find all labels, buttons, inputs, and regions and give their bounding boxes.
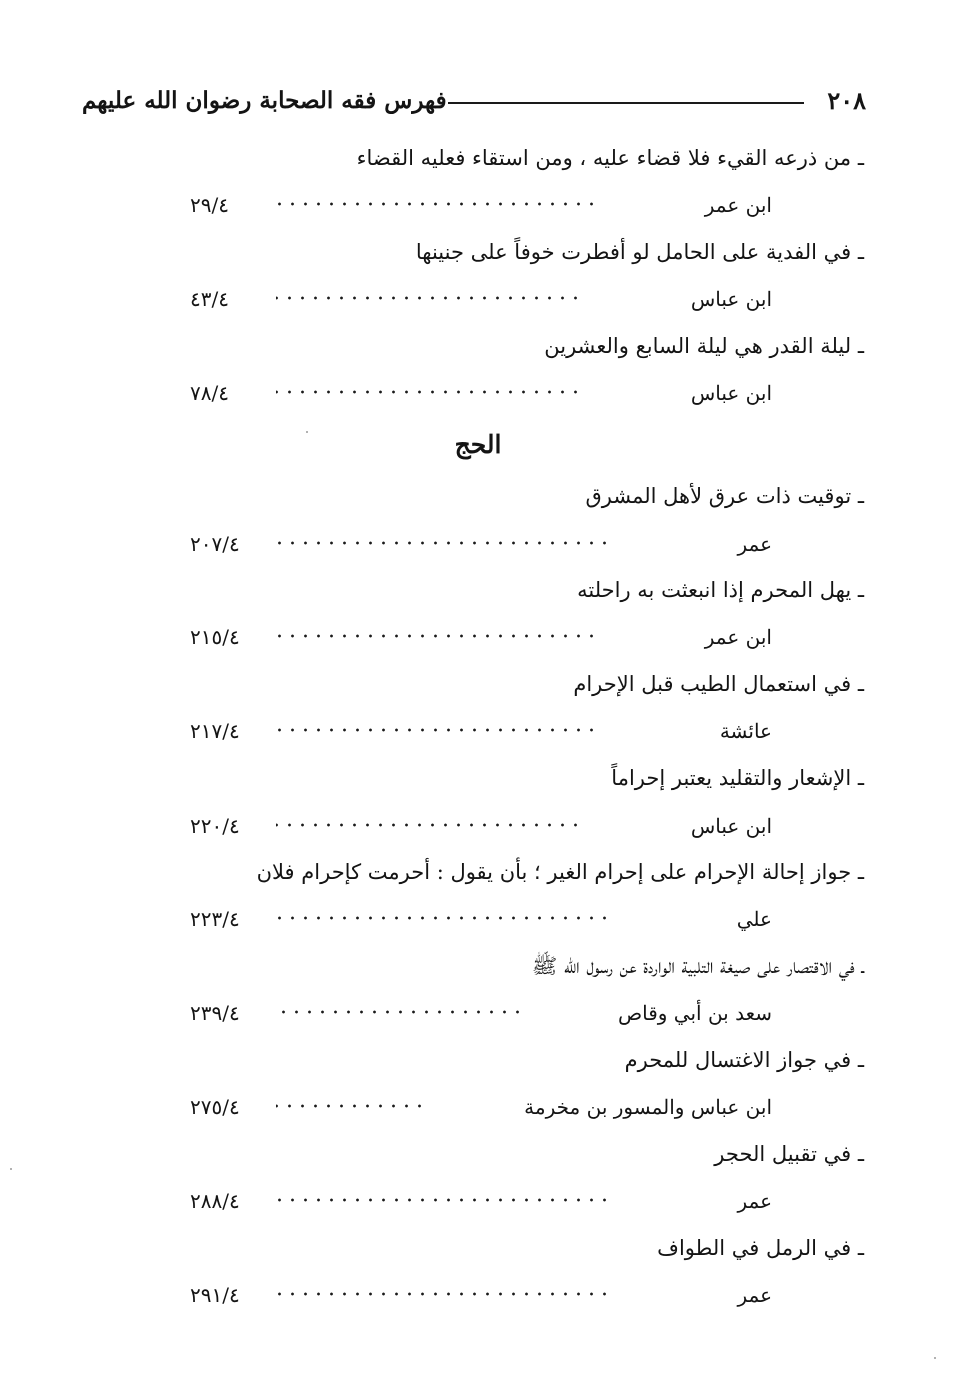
topic-line: ـ من ذرعه القيء فلا قضاء عليه ، ومن استقاء فعليه القضاء [356,146,864,170]
index-entry [190,528,772,560]
companion-name: عائشة [719,719,772,743]
page-number: ٢٠٨ [827,86,866,115]
companion-name: ابن عباس [690,287,772,311]
dot-leader [276,1010,524,1014]
companion-name: عمر [737,1283,772,1307]
companion-name: علي [736,907,772,931]
topic-line: ـ في الاقتصار على صيغة التلبية الواردة عن رسول الله ﷺ [531,954,864,978]
companion-name: سعد بن أبي وقاص [617,1001,772,1025]
topic-line: ـ في الرمل في الطواف [657,1236,864,1260]
volume-page-ref: ٢٧٥/٤ [190,1095,240,1119]
companion-name: عمر [737,532,772,556]
index-entry [190,715,772,747]
volume-page-ref: ٢١٧/٤ [190,719,240,743]
topic-line: ـ جواز إحالة الإحرام على إحرام الغير ؛ بأن يقول : أحرمت كإحرام فلان [256,860,864,884]
topic-line: ـ في استعمال الطيب قبل الإحرام [573,672,864,696]
index-entry [190,283,772,315]
volume-page-ref: ٢٨٨/٤ [190,1189,240,1213]
header-rule [448,102,804,104]
topic-line: ـ في تقبيل الحجر [714,1142,864,1166]
volume-page-ref: ٢١٥/٤ [190,625,240,649]
paper-speck [10,1168,12,1170]
index-entry [190,621,772,653]
index-entry [190,1279,772,1311]
volume-page-ref: ٢٢٣/٤ [190,907,240,931]
section-heading: الحج [454,430,502,459]
index-entry [190,903,772,935]
index-entry [190,810,772,842]
topic-line: ـ في الفدية على الحامل لو أفطرت خوفاً على جنينها [415,240,864,264]
volume-page-ref: ٢٩/٤ [190,193,229,217]
companion-name: ابن عباس [690,814,772,838]
dot-leader [276,916,611,920]
volume-page-ref: ٢٠٧/٤ [190,532,240,556]
companion-name: ابن عمر [704,193,772,217]
topic-line: ـ الإشعار والتقليد يعتبر إحراماً [611,766,864,790]
running-header [82,84,866,124]
index-entry [190,1185,772,1217]
dot-leader [276,202,598,206]
volume-page-ref: ٢٢٠/٤ [190,814,240,838]
index-entry [190,377,772,409]
companion-name: عمر [737,1189,772,1213]
paper-speck [306,431,308,433]
paper-speck [934,1357,936,1359]
volume-page-ref: ٤٣/٤ [190,287,229,311]
dot-leader [276,1104,426,1108]
topic-line: ـ في جواز الاغتسال للمحرم [624,1048,864,1072]
running-title: فهرس فقه الصحابة رضوان الله عليهم [82,87,447,114]
dot-leader [276,390,582,394]
dot-leader [276,634,598,638]
companion-name: ابن عمر [704,625,772,649]
companion-name: ابن عباس [690,381,772,405]
dot-leader [276,1292,611,1296]
volume-page-ref: ٢٩١/٤ [190,1283,240,1307]
volume-page-ref: ٧٨/٤ [190,381,229,405]
topic-line: ـ يهل المحرم إذا انبعثت به راحلته [577,578,864,602]
dot-leader [276,823,582,827]
dot-leader [276,541,611,545]
index-entry [190,189,772,221]
topic-line: ـ توقيت ذات عرق لأهل المشرق [585,484,864,508]
dot-leader [276,296,582,300]
dot-leader [276,728,598,732]
index-entry [190,997,772,1029]
topic-line: ـ ليلة القدر هي ليلة السابع والعشرين [544,334,864,358]
index-entry [190,1091,772,1123]
volume-page-ref: ٢٣٩/٤ [190,1001,240,1025]
companion-name: ابن عباس والمسور بن مخرمة [524,1095,772,1119]
dot-leader [276,1198,611,1202]
